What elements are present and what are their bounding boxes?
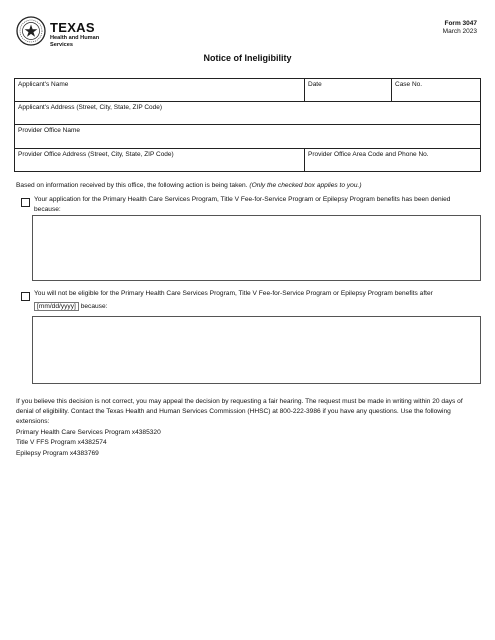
applicant-address-label: Applicant's Address (Street, City, State, ZIP Code) [18,104,163,111]
form-identifier [443,20,477,36]
extension-item: Epilepsy Program x4383769 [16,450,99,457]
date-field[interactable] [305,79,392,102]
ineligible-date-input[interactable]: [mm/dd/yyyy] [34,302,79,311]
agency-wordmark [50,21,99,49]
provider-office-name-field[interactable] [15,125,481,149]
page-title: Notice of Ineligibility [203,53,292,63]
intro-text [16,182,362,189]
agency-name: TEXAS [50,20,95,35]
date-label: Date [308,81,322,88]
applicant-address-field[interactable] [15,102,481,125]
option2-suffix: because: [80,303,108,310]
option2-text: You will not be eligible for the Primary Health Care Services Program, Title V Fee-for-Service Program or Epilepsy Program benefits after [34,290,433,297]
option2-date-line [34,302,107,312]
extension-item: Title V FFS Program x4382574 [16,439,107,446]
case-no-label: Case No. [395,81,423,88]
extension-item: Primary Health Care Services Program x4385320 [16,429,161,436]
agency-sub-line-2: Services [50,42,74,49]
option2-checkbox[interactable] [21,292,30,301]
applicant-info-table [14,78,481,172]
option1-reason-textarea[interactable] [32,215,481,281]
appeal-paragraph: If you believe this decision is not correct, you may appeal the decision by requesting a fair hearing. The request must be made in writing within 20 days of denial of eligibility. Contact the Texas Health and Human Services Commission (HHSC) at 800-222-3986 if you have any questions. Use the following extensions: [16,398,463,426]
option1-text: Your application for the Primary Health Care Services Program, Title V Fee-for-Service Program or Epilepsy Program benefits has been denied because: [34,196,451,213]
agency-sub-line-1: Health and Human [50,35,100,41]
intro-note: (Only the checked box applies to you.) [249,182,362,189]
provider-phone-label: Provider Office Area Code and Phone No. [308,151,429,158]
option1-checkbox[interactable] [21,198,30,207]
form-date: March 2023 [442,28,477,36]
applicant-name-label: Applicant's Name [18,81,69,88]
texas-seal-logo [16,16,46,46]
provider-office-address-field[interactable] [15,149,305,172]
form-number: Form 3047 [444,20,477,27]
provider-office-name-label: Provider Office Name [18,127,81,134]
option2-reason-textarea[interactable] [32,316,481,384]
applicant-name-field[interactable] [15,79,305,102]
provider-phone-field[interactable] [305,149,481,172]
case-no-field[interactable] [392,79,481,102]
intro-statement: Based on information received by this office, the following action is being taken. [16,182,248,189]
provider-office-address-label: Provider Office Address (Street, City, State, ZIP Code) [18,151,174,158]
